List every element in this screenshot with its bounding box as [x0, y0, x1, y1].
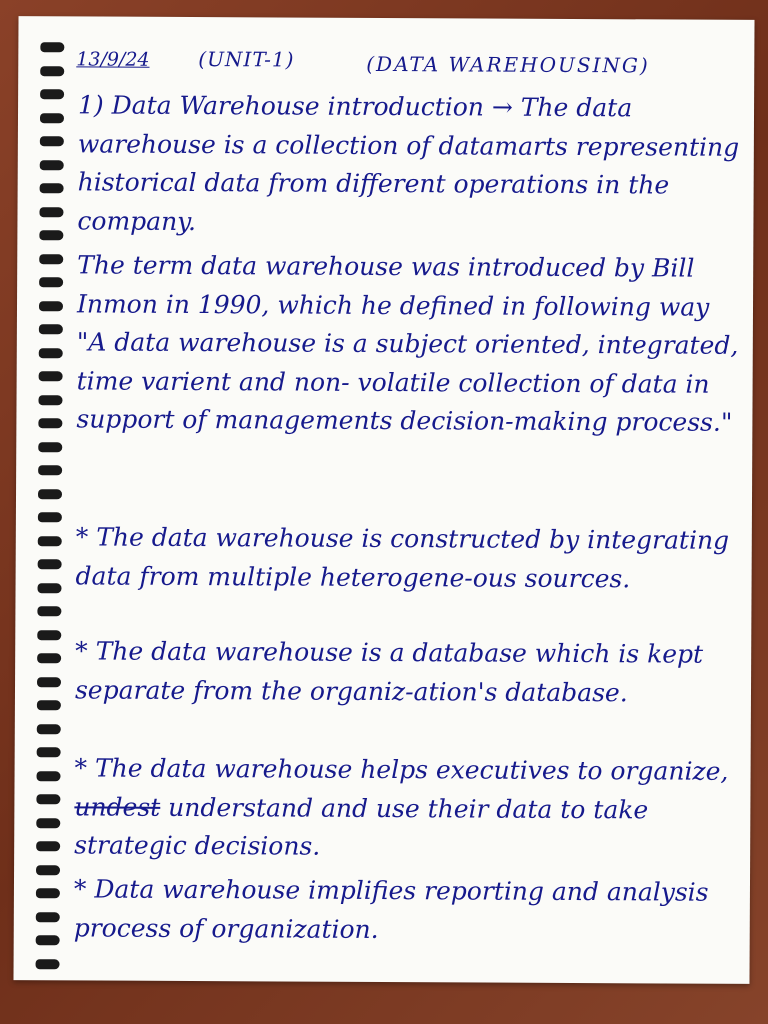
spiral-ring: [38, 536, 62, 546]
spiral-ring: [37, 653, 61, 663]
spiral-ring: [37, 724, 61, 734]
spiral-ring: [38, 395, 62, 405]
spiral-binding: [13, 34, 68, 984]
spiral-ring: [39, 324, 63, 334]
spiral-ring: [40, 113, 64, 123]
spiral-ring: [38, 559, 62, 569]
spiral-ring: [36, 912, 60, 922]
spiral-ring: [36, 888, 60, 898]
struck-out-word: undest: [74, 791, 161, 822]
handwritten-notes: [63, 16, 754, 984]
bullet-integration: * The data warehouse is constructed by integrating data from multiple heterogene-ous sources.: [75, 522, 730, 593]
spiral-ring: [38, 442, 62, 452]
spiral-ring: [40, 136, 64, 146]
spiral-ring: [39, 230, 63, 240]
spiral-ring: [39, 371, 63, 381]
spiral-ring: [38, 489, 62, 499]
spiral-ring: [40, 89, 64, 99]
spiral-ring: [37, 630, 61, 640]
spiral-ring: [37, 771, 61, 781]
inmon-definition-paragraph: The term data warehouse was introduced by Bill Inmon in 1990, which he defined in following way "A data warehouse is a subject oriented, integrated, time varient and non- volatile collection of data in support of managements decision-making process.": [76, 250, 739, 437]
bullet-executives-text-end: understand and use their data to take strategic decisions.: [74, 792, 649, 861]
spiral-ring: [39, 348, 63, 358]
spiral-ring: [39, 254, 63, 264]
spiral-ring: [37, 700, 61, 710]
spiral-ring: [37, 747, 61, 757]
spiral-ring: [37, 677, 61, 687]
intro-paragraph: 1) Data Warehouse introduction → The data warehouse is a collection of datamarts representing historical data from different operations in the company.: [77, 90, 740, 236]
spiral-ring: [36, 818, 60, 828]
spiral-ring: [40, 183, 64, 193]
spiral-ring: [40, 42, 64, 52]
spiral-ring: [36, 959, 60, 969]
spiral-ring: [39, 207, 63, 217]
unit-label: (UNIT-1): [198, 47, 295, 72]
bullet-executives-text-start: * The data warehouse helps executives to organize,: [74, 753, 729, 786]
spiral-ring: [39, 277, 63, 287]
spiral-ring: [38, 418, 62, 428]
spiral-ring: [39, 301, 63, 311]
subject-title: (DATA WAREHOUSING): [366, 51, 650, 78]
spiral-ring: [38, 512, 62, 522]
spiral-ring: [36, 865, 60, 875]
bullet-executives: [74, 749, 743, 868]
bullet-reporting: * Data warehouse implifies reporting and analysis process of organization.: [73, 874, 709, 944]
spiral-ring: [37, 606, 61, 616]
spiral-ring: [36, 794, 60, 804]
spiral-ring: [36, 841, 60, 851]
spiral-ring: [40, 160, 64, 170]
page-header: [76, 42, 746, 86]
spiral-ring: [38, 583, 62, 593]
date-label: 13/9/24: [76, 48, 150, 71]
spiral-ring: [36, 935, 60, 945]
notebook-page: [13, 16, 754, 984]
spiral-ring: [40, 66, 64, 76]
spiral-ring: [38, 465, 62, 475]
bullet-separate-database: * The data warehouse is a database which is kept separate from the organiz-ation's database.: [74, 636, 704, 707]
